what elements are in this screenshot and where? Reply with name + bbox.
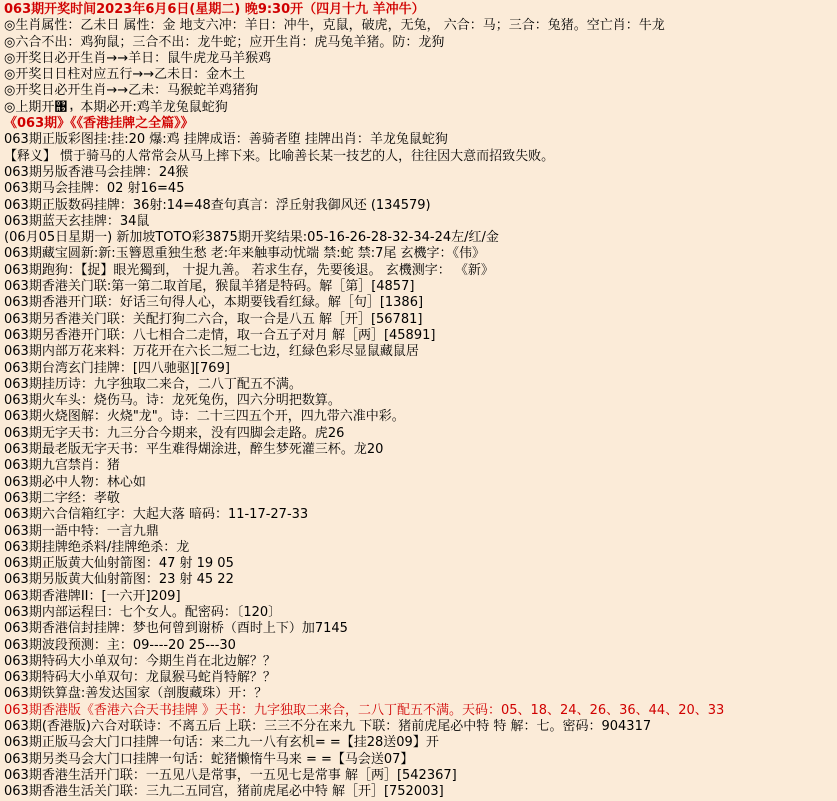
info-row: 063期香港信封挂牌：梦也何曾到谢桥（酉时上下）加7145 — [4, 621, 348, 637]
attribute-line-3: ◎开奖日必开生肖→→羊日：鼠牛虎龙马羊猴鸡 — [4, 50, 272, 66]
info-row: 063期特码大小单双句：今期生肖在北边解？？ — [4, 653, 276, 669]
info-row: 063期(香港版)六合对联诗：不离五后 上联：三三不分在来九 下联：猪前虎尾必中特 特 解：七。密码：904317 — [4, 719, 652, 735]
info-row: 063期铁算盘:善发达国家（剖腹藏珠）开：？ — [4, 686, 268, 702]
info-row: 063期挂历诗：九字独取二来合，二八丁配五不满。 — [4, 376, 302, 392]
info-row: 063期正版数码挂牌：36射:14=48查句真言：浮丘射我御风还 (134579) — [4, 197, 431, 213]
info-row: 063期另香港关门联：关配打狗二六合，取一合是八五 解［开］[56781] — [4, 311, 423, 327]
info-row: 063期波段预测：主：09----20 25---30 — [4, 637, 236, 653]
info-row: 063期另版香港马会挂牌：24猴 — [4, 164, 189, 180]
info-row: 063期香港关门联:第一第二取首尾，猴鼠羊猪是特码。解［第］[4857] — [4, 279, 415, 295]
info-row: 063期藏宝圆新:新:玉簪恩重独生愁 老:年来触事动忧端 禁:蛇 禁:7尾 玄機字：《伟》 — [4, 246, 486, 262]
info-row: 063期正版黄大仙射箭图：47 射 19 05 — [4, 556, 234, 572]
info-row: 063期挂牌绝杀料/挂牌绝杀：龙 — [4, 539, 190, 555]
attribute-line-6: ◎上期开঩，本期必开:鸡羊龙兔鼠蛇狗 — [4, 99, 228, 115]
info-row-highlight: 063期香港版《香港六合天书挂牌 》天书：九字独取二来合，二八丁配五不满。天码：05、18、24、26、36、44、20、33 — [4, 702, 725, 718]
info-row: 063期火车头：烧伤马。诗：龙死兔伤，四六分明把数算。 — [4, 393, 341, 409]
attribute-line-4: ◎开奖日日柱对应五行→→乙未日：金木土 — [4, 67, 246, 83]
info-row: 063期台湾玄门挂牌：[四八驰驱][769] — [4, 360, 230, 376]
info-row: 063期正版彩图挂:挂:20 爆:鸡 挂牌成语：善骑者堕 挂牌出肖：羊龙兔鼠蛇狗 — [4, 132, 448, 148]
info-row: 063期香港开门联：好话三句得人心，本期要钱看红緑。解［句］[1386] — [4, 295, 424, 311]
info-row: 063期另香港开门联：八七相合二走情，取一合五子对月 解［两］[45891] — [4, 327, 436, 343]
attribute-line-1: ◎生肖属性：乙未日 属性：金 地支六冲：羊日：冲牛，克鼠，破虎，无兔， 六合：马；三合：兔猪。空亡肖：牛龙 — [4, 18, 665, 34]
info-row: 063期无字天书：九三分合今期来，没有四脚会走路。虎26 — [4, 425, 345, 441]
info-row: 063期另类马会大门口挂牌一句话：蛇猪懒惰牛马来 = =【马会送07】 — [4, 751, 414, 767]
info-row: 063期内部运程曰：七个女人。配密码：〔120〕 — [4, 604, 282, 620]
info-row: 063期蓝天玄挂牌：34鼠 — [4, 213, 150, 229]
info-row: 063期香港牌II：[一六开]209] — [4, 588, 181, 604]
info-row: 063期正版马会大门口挂牌一句话：来二九一八有玄机= =【挂28送09】开 — [4, 735, 439, 751]
info-row: 063期特码大小单双句：龙鼠猴马蛇肖特解？？ — [4, 670, 276, 686]
info-row: 063期六合信箱红字：大起大落 暗码：11-17-27-33 — [4, 507, 309, 523]
info-row: 【释义】 惯于骑马的人常常会从马上摔下来。比喻善长某一技艺的人，往往因大意而招致失败。 — [4, 148, 555, 164]
info-row: 063期内部万花来料：万花开在六长二短二七边，红緑色彩尽显鼠藏鼠居 — [4, 344, 419, 360]
info-row: 063期九宫禁肖：猪 — [4, 458, 120, 474]
info-row: 063期二字经：孝敬 — [4, 490, 120, 506]
info-row: 063期火烧图解：火烧"龙"。诗：二十三四五个开，四九带六准中彩。 — [4, 409, 405, 425]
info-row: 063期马会挂牌：02 射16=45 — [4, 181, 185, 197]
info-row: 063期一語中特：一言九鼎 — [4, 523, 159, 539]
attribute-line-5: ◎开奖日必开生肖→→乙未：马猴蛇羊鸡猪狗 — [4, 83, 259, 99]
section-title: 《063期》《《香港挂牌之全篇》》 — [4, 116, 194, 132]
info-row: (06月05日星期一) 新加坡TOTO彩3875期开奖结果:05-16-26-28-32-34-24左/红/金 — [4, 230, 499, 246]
info-row: 063期必中人物：林心如 — [4, 474, 146, 490]
info-row: 063期另版黄大仙射箭图：23 射 45 22 — [4, 572, 234, 588]
attribute-line-2: ◎六合不出：鸡狗鼠；三合不出：龙牛蛇；应开生肖：虎马兔羊猪。防：龙狗 — [4, 34, 445, 50]
info-row: 063期香港生活开门联：一五见八是常事，一五见七是常事 解［两］[542367] — [4, 767, 457, 783]
info-row: 063期跑狗：【捉】眼光獨到， 十捉九善。 若求生存，先要後退。 玄機测字： 《新》 — [4, 262, 494, 278]
info-row: 063期香港生活关门联：三九二五同宫，猪前虎尾必中特 解［开］[752003] — [4, 784, 444, 800]
draw-time-header: 063期开奖时间2023年6月6日(星期二) 晚9:30开（四月十九 羊冲牛） — [4, 2, 425, 17]
info-row: 063期最老版无字天书：平生难得煳涂进，醉生梦死灌三杯。龙20 — [4, 442, 384, 458]
